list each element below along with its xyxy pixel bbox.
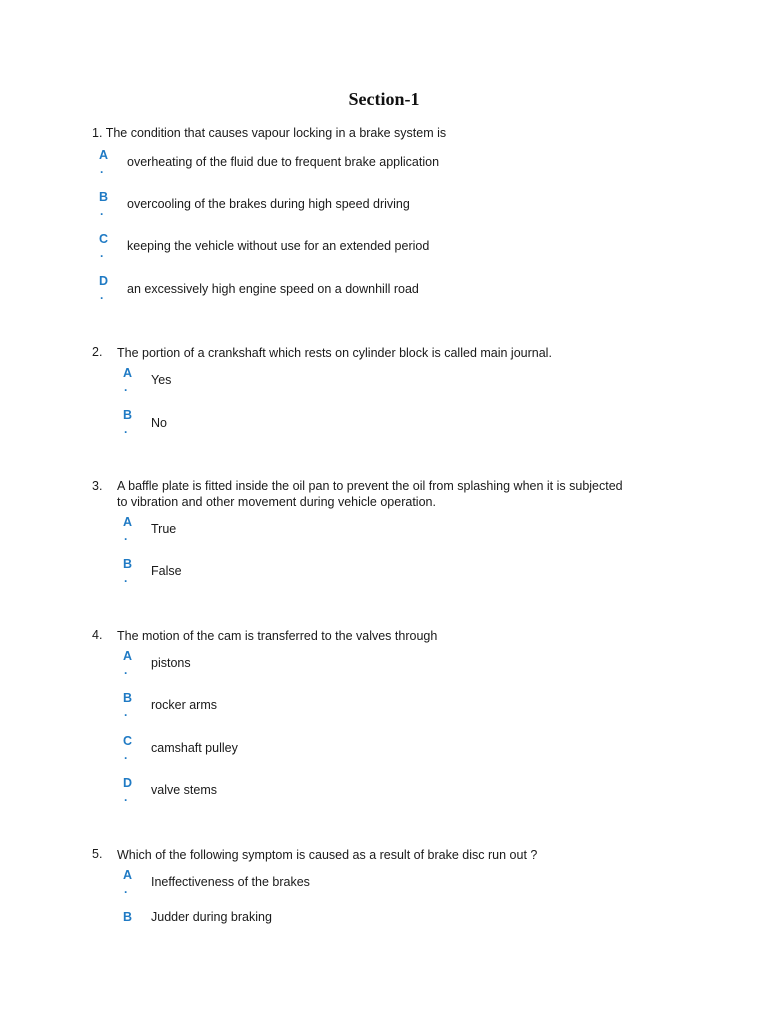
option-dot: .	[100, 162, 104, 176]
option-letter: A	[123, 649, 133, 663]
option-dot: .	[124, 529, 128, 543]
option-dot: .	[124, 422, 128, 436]
option-text: valve stems	[151, 783, 217, 797]
option-text: rocker arms	[151, 698, 217, 712]
option-text: pistons	[151, 656, 191, 670]
question-stem-line-2: to vibration and other movement during vehicle operation.	[117, 495, 436, 509]
option-dot: .	[124, 705, 128, 719]
option-letter: A	[123, 515, 133, 529]
option-text: overcooling of the brakes during high speed driving	[127, 197, 410, 211]
option-letter: A	[99, 148, 109, 162]
option-letter: B	[123, 408, 133, 422]
option-text: an excessively high engine speed on a downhill road	[127, 282, 419, 296]
question-1-text	[92, 126, 712, 141]
question-stem: Which of the following symptom is caused as a result of brake disc run out ?	[117, 848, 538, 862]
question-number: 2.	[92, 345, 103, 359]
option-dot: .	[124, 380, 128, 394]
option-text: False	[151, 564, 182, 578]
section-title: Section-1	[348, 89, 420, 109]
option-text: True	[151, 522, 177, 536]
option-letter: B	[123, 910, 133, 924]
option-letter: B	[123, 691, 133, 705]
option-dot: .	[124, 663, 128, 677]
option-text: keeping the vehicle without use for an extended period	[127, 239, 430, 253]
option-letter: C	[123, 734, 133, 748]
option-letter: B	[99, 190, 109, 204]
question-stem: The motion of the cam is transferred to the valves through	[117, 629, 438, 643]
option-dot: .	[124, 882, 128, 896]
option-dot: .	[100, 288, 104, 302]
option-dot: .	[124, 748, 128, 762]
question-stem-line-1: A baffle plate is fitted inside the oil pan to prevent the oil from splashing when it is subjected	[117, 479, 623, 493]
option-text: overheating of the fluid due to frequent brake application	[127, 155, 440, 169]
question-number: 5.	[92, 847, 103, 861]
question-stem: The portion of a crankshaft which rests on cylinder block is called main journal.	[117, 346, 552, 360]
option-text: Yes	[151, 373, 172, 387]
option-letter: A	[123, 366, 133, 380]
option-text: No	[151, 416, 167, 430]
option-dot: .	[124, 790, 128, 804]
option-dot: .	[100, 246, 104, 260]
option-text: camshaft pulley	[151, 741, 238, 755]
question-stem: The condition that causes vapour locking in a brake system is	[105, 126, 447, 140]
option-letter: A	[123, 868, 133, 882]
question-number: 3.	[92, 479, 103, 493]
option-letter: D	[123, 776, 133, 790]
option-text: Ineffectiveness of the brakes	[151, 875, 310, 889]
option-letter: B	[123, 557, 133, 571]
option-dot: .	[100, 204, 104, 218]
question-number: 1.	[92, 126, 103, 140]
option-text: Judder during braking	[151, 910, 272, 924]
option-letter: C	[99, 232, 109, 246]
option-dot: .	[124, 571, 128, 585]
question-number: 4.	[92, 628, 103, 642]
option-letter: D	[99, 274, 109, 288]
